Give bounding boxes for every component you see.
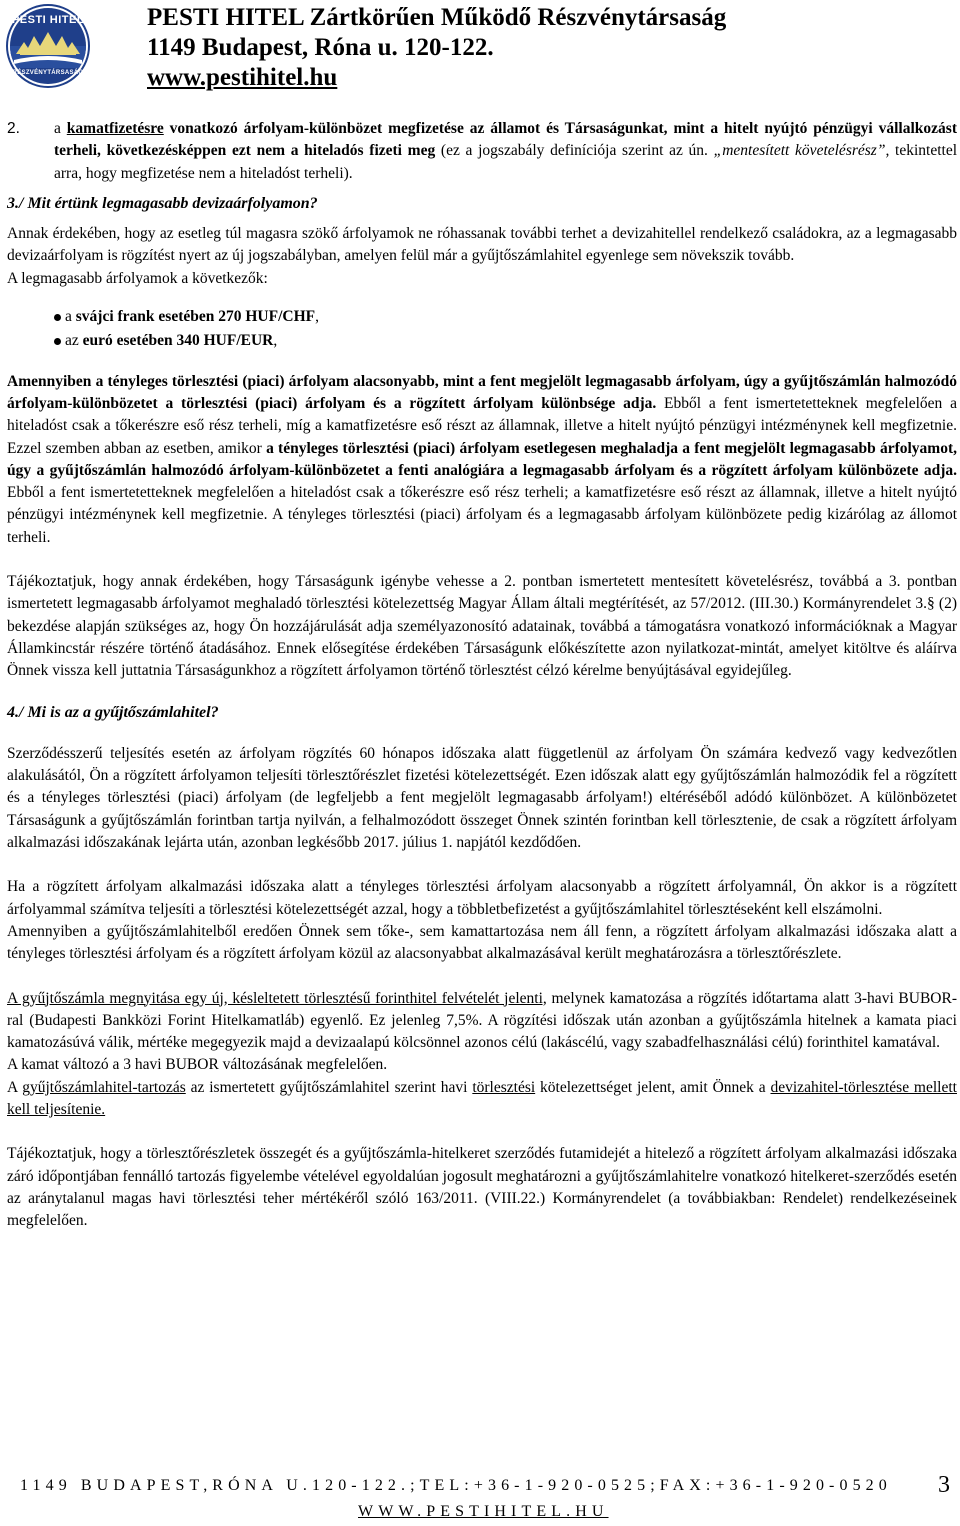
section-3-paragraph-4: Tájékoztatjuk, hogy annak érdekében, hogy Társaságunk igénybe vehesse a 2. pontban ismertetett mentesített követelésrész, továbbá a 3. pontban ismertetett legmagasabb árfolyamot meghaladó törlesztési kötelezettség Magyar Állam általi megtérítését, az 57/2012. (III.30.) Kormányrendelet 3.§ (2) bekezdése alapján szükséges az, hogy Ön hozzájárulását adja személyazonosító adatainak, továbbá a támogatásra vonatkozó információknak a Magyar Államkincstár részére történő átadásához. Ennek elősegítése érdekében Társaságunk előkészítette azon nyilatkozat-mintát, amelyet kitöltve és aláírva Önnek vissza kell juttatnia Társaságunkhoz a rögzített árfolyamon történő törlesztést célzó kérelme benyújtásával egyidejűleg. — [7, 573, 957, 680]
bullet-chf: a svájci frank esetében 270 HUF/CHF, — [7, 306, 957, 328]
company-name: PESTI HITEL Zártkörűen Működő Részvénytársaság — [147, 4, 727, 31]
bullet-eur: az euró esetében 340 HUF/EUR, — [7, 330, 957, 352]
document-body — [7, 118, 957, 1232]
section-3-paragraph-2: A legmagasabb árfolyamok a következők: — [7, 269, 268, 287]
section-4-paragraph-7: Tájékoztatjuk, hogy a törlesztőrészletek összegét és a gyűjtőszámla-hitelkeret szerződés futamidejét a hitelező a rögzített árfolyam alkalmazási időszaka záró időpontjában fennálló tartozás figyelembe vételével egyoldalúan jogosult meghatározni a gyűjtőszámlahitelre vonatkozó hitelkeret-szerződés esetén az aránytalanul magas havi törlesztési teher mértékéről szóló 163/2011. (VIII.22.) Kormányrendelet (a továbbiakban: Rendelet) rendelkezéseinek megfelelően. — [7, 1145, 957, 1230]
section-4-paragraph-3: Amennyiben a gyűjtőszámlahitelből eredően Önnek sem tőke-, sem kamattartozása nem áll fenn, a rögzített árfolyam alkalmazási időszaka alatt a tényleges törlesztési árfolyam és a rögzített árfolyam közül az alacsonyabbat alkalmazásával került meghatározásra a törlesztőrészlete. — [7, 922, 957, 963]
section-4-paragraph-2: Ha a rögzített árfolyam alkalmazási időszaka alatt a tényleges törlesztési árfolyam alacsonyabb a rögzített árfolyamnál, Ön akkor is a rögzített árfolyammal számítva teljesíti a törlesztési kötelezettségét azzal, hogy a többletbefizetést a gyűjtőszámlahitel törlesztéseként kell elszámolni. — [7, 878, 957, 918]
section-4-paragraph-6: A gyűjtőszámlahitel-tartozás az ismertetett gyűjtőszámlahitel szerint havi törlesztési kötelezettséget jelent, amit Önnek a devizahitel-törlesztése mellett kell teljesítenie. — [7, 1078, 957, 1118]
item-2-paragraph: 2. a kamatfizetésre vonatkozó árfolyam-különbözet megfizetése az államot és Társaságunkat, mint a hitelt nyújtó pénzügyi vállalkozást terheli, következésképpen ezt nem a hiteladós fizeti meg (ez a jogszabály definíciója szerint az ún. „mentesített követelésrész”, tekintettel arra, hogy megfizetése nem a hiteladóst terheli). — [7, 120, 958, 182]
section-3-paragraph-3: Amennyiben a tényleges törlesztési (piaci) árfolyam alacsonyabb, mint a fent megjelölt legmagasabb árfolyam, úgy a gyűjtőszámlán halmozódó árfolyam-különbözetet a törlesztési (piaci) árfolyam és a rögzített árfolyam különbsége adja. Ebből a fent ismertetetteknek megfelelően a hiteladóst csak a tőkerészre eső rész terheli, míg a kamatfizetésre eső részt az államnak, illetve a hitelt nyújtó pénzügyi intézménynek kell megfizetnie. Ezzel szemben abban az esetben, amikor a tényleges törlesztési (piaci) árfolyam esetlegesen meghaladja a fent megjelölt legmagasabb árfolyamot, úgy a gyűjtőszámlán halmozódó árfolyam-különbözetet a fenti analógiára a legmagasabb árfolyam és a rögzített árfolyam különbözete adja. Ebből a fent ismertetetteknek megfelelően a hiteladóst csak a tőkerészre eső rész terheli; a kamatfizetésre eső részt az államnak, illetve a hitelt nyújtó pénzügyi intézménynek kell megfizetnie. A tényleges törlesztési (piaci) árfolyam és a legmagasabb árfolyam különbözete pedig kizárólag az állomot terheli. — [7, 372, 957, 546]
section-4-heading: 4./ Mi is az a gyűjtőszámlahitel? — [7, 703, 219, 721]
company-logo — [6, 4, 90, 88]
logo-text-bottom: RÉSZVÉNYTÁRSASÁG — [12, 70, 84, 76]
logo-text-top: PESTI HITEL — [11, 14, 85, 26]
company-address: 1149 Budapest, Róna u. 120-122. — [147, 34, 494, 61]
letterhead — [0, 0, 960, 100]
section-4-paragraph-4: A gyűjtőszámla megnyitása egy új, késleltetett törlesztésű forinthitel felvételét jelenti, melynek kamatozása a rögzítés időtartama alatt 3-havi BUBOR-ral (Budapesti Bankközi Forint Hitelkamatláb) egyenlő. Ez jelenleg 7,5%. A rögzítési időszak után azonban a gyűjtőszámla hitelnek a kamata piaci kamatozásúvá válik, mértéke megegyezik majd a devizaalapú kölcsönnel azonos célú (lakáscélú, vagy szabadfelhasználási célú) forinthitel kamatával. — [7, 989, 957, 1052]
footer-website-link[interactable]: WWW.PESTIHITEL.HU — [358, 1503, 609, 1520]
footer-address: 1149 BUDAPEST,RÓNA U.120-122.;TEL:+36-1-920-0525;FAX:+36-1-920-0520 — [20, 1477, 892, 1494]
section-4-paragraph-1: Szerződésszerű teljesítés esetén az árfolyam rögzítés 60 hónapos időszaka alatt függetlenül az árfolyam Ön számára kedvező vagy kedvezőtlen alakulásától, Ön a rögzített árfolyamon teljesíti törlesztőrészlet fizetési kötelezettségét. Ezen időszak alatt egy gyűjtőszámlán halmozódik fel a rögzített és a tényleges törlesztési (piaci) árfolyam (de legfeljebb a fent megjelölt legmagasabb árfolyam!) eltéréséből adódó különbözet. A különbözetet Társaságunk a gyűjtőszámlán forintban tartja nyilván, a felhalmozódott összeget Önnek szintén forintban kell törlesztenie, de csak a rögzített árfolyam alkalmazási időszakának lejárta után, azonban legkésőbb 2017. július 1. napjától kezdődően. — [7, 744, 957, 852]
company-website-link[interactable]: www.pestihitel.hu — [147, 64, 338, 91]
item-2-number: 2. — [7, 120, 20, 137]
section-3-heading: 3./ Mit értünk legmagasabb devizaárfolyamon? — [7, 194, 318, 212]
section-3-paragraph-1: Annak érdekében, hogy az esetleg túl magasra szökő árfolyamok ne róhassanak további terhet a devizahitellel rendelkező családokra, az a legmagasabb devizaárfolyam is rögzítést nyert az új jogszabályban, amelyen felül már a gyűjtőszámlahitel egyenlege sem növekszik tovább. — [7, 225, 957, 265]
page-number: 3 — [938, 1472, 950, 1498]
section-4-paragraph-5: A kamat változó a 3 havi BUBOR változásának megfelelően. — [7, 1056, 388, 1074]
